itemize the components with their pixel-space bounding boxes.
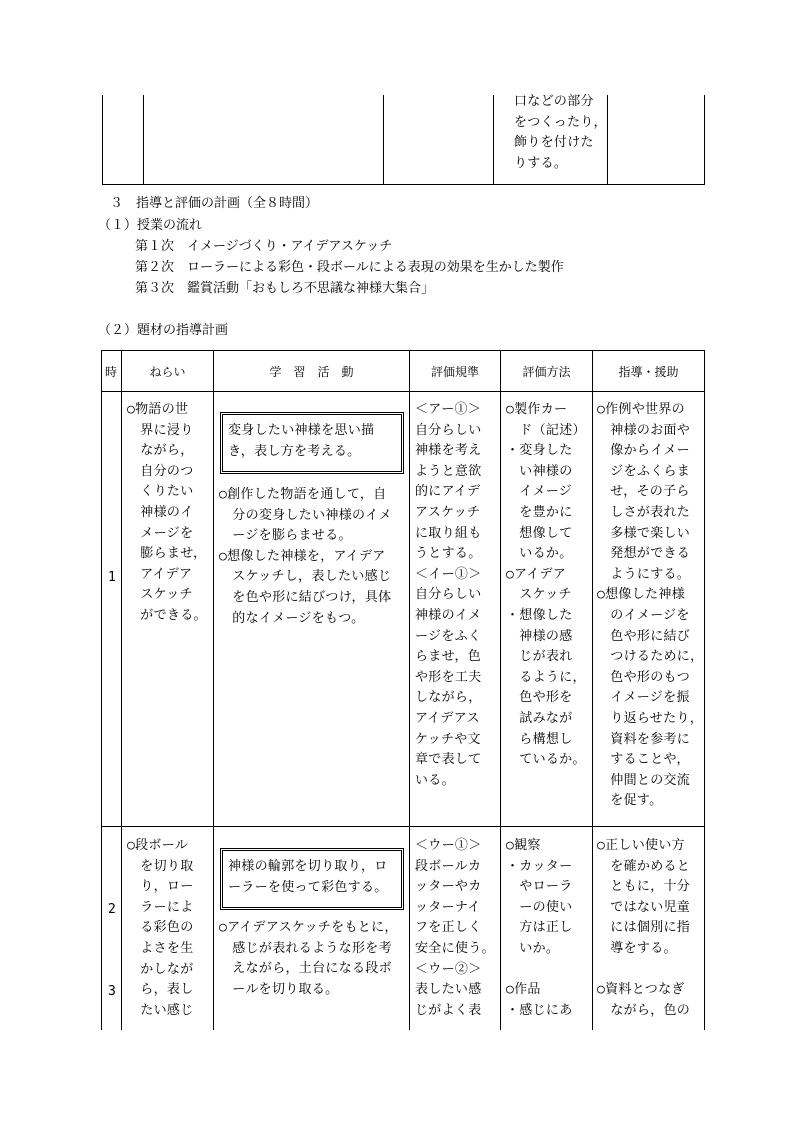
header-time: 時 xyxy=(104,365,117,379)
top-table-cell-text: 口などの部分 をつくったり， 飾りを付けた りする。 xyxy=(514,94,607,171)
subsection-2-title: （２）題材の指導計画 xyxy=(98,323,229,338)
header-activity: 学 習 活 動 xyxy=(269,365,354,379)
row1-aim: ○物語の世 界に浸り ながら， 自分のつ くりたい 神様のイ メージを 膨らませ， アイデア スケッチ ができる。 xyxy=(127,402,207,623)
plan-table-top-border xyxy=(101,350,705,351)
plan-table-left-border xyxy=(101,350,102,1030)
row1-method: ○製作カー ド（記述） ・変身した い神様の イメージ を豊かに 想像して いるか。 ○アイデア スケッチ ・想像した 神様の感 じが表れ るように， 色や形を 試みなが ら構想し ているか。 xyxy=(506,402,586,768)
row2-criteria: ＜ウー①＞ 段ボールカ ッターやカ ッターナイ フを正しく 安全に使う。 ＜ウー②＞ 表したい感 じがよく表 xyxy=(415,838,495,1018)
top-table-divider-1 xyxy=(143,95,144,185)
row1-guidance: ○作例や世界の 神様のお面や 像からイメー ジをふくらま せ，その子ら しさが表れた 多様で楽しい 発想ができる ようにする。 ○想像した神様 のイメージを 色や形に結び つけるために， 色や形のもつ イメージを振 り返らせたり， 資料を参考に することや， 仲間との交流 を促す。 xyxy=(597,402,704,809)
plan-table-row1-bottom xyxy=(101,826,705,827)
row2-activity-box xyxy=(220,848,404,910)
row2-method: ○観察 ・カッター やローラ ーの使い 方は正し いか。 ○作品 ・感じにあ xyxy=(506,838,573,1018)
plan-table-col-divider-2 xyxy=(213,350,214,1030)
top-table-divider-4 xyxy=(607,95,608,185)
flow-item-1: 第１次 イメージづくり・アイデアスケッチ xyxy=(135,239,393,254)
flow-item-3: 第３次 鑑賞活動「おもしろ不思議な神様大集合」 xyxy=(135,281,435,296)
plan-table-col-divider-1 xyxy=(121,350,122,1030)
row2-aim: ○段ボール を切り取 り，ロー ラーによ る彩色の よさを生 かしなが ら，表し たい感じ xyxy=(127,838,194,1018)
subsection-1-title: （１）授業の流れ xyxy=(98,218,203,233)
row2-guidance: ○正しい使い方 を確かめると ともに，十分 ではない児童 には個別に指 導をする。 ○資料とつなぎ ながら，色の xyxy=(597,838,691,1018)
top-table-left-border xyxy=(102,95,103,185)
row2-activity-box-text: 神様の輪郭を切り取り，ロ ーラーを使って彩色する。 xyxy=(228,859,388,895)
plan-table-col-divider-5 xyxy=(592,350,593,1030)
row1-activity: ○創作した物語を通して，自 分の変身したい神様のイメ ージを膨らませる。 ○想像した神様を，アイデア スケッチし，表したい感じ を色や形に結びつけ，具体 的なイメージをもつ。 xyxy=(219,487,392,626)
row1-activity-box-text: 変身したい神様を思い描 き，表し方を考える。 xyxy=(228,423,375,459)
row2-time-a: 2 xyxy=(108,902,117,917)
header-guidance: 指導・援助 xyxy=(618,365,679,379)
top-table-bottom-border xyxy=(102,184,705,185)
plan-table-header-bottom xyxy=(101,391,705,392)
top-table-divider-3 xyxy=(493,95,494,185)
flow-item-2: 第２次 ローラーによる彩色・段ボールによる表現の効果を生かした製作 xyxy=(135,260,564,275)
row2-time-b: 3 xyxy=(108,984,117,999)
top-table-divider-2 xyxy=(383,95,384,185)
top-table-right-border xyxy=(704,95,705,185)
header-method: 評価方法 xyxy=(522,365,571,379)
row1-criteria: ＜アー①＞ 自分らしい 神様を考え ようと意欲 的にアイデ アスケッチ に取り組も うとする。 ＜イー①＞ 自分らしい 神様のイメ ージをふく らませ，色 や形を工夫 しながら， アイデアス ケッチや文 章で表して いる。 xyxy=(415,402,482,788)
section-title: ３ 指導と評価の計画（全８時間） xyxy=(110,196,319,211)
row2-activity: ○アイデアスケッチをもとに， 感じが表れるような形を考 えながら，土台になる段ボ ールを切り取る。 xyxy=(219,920,398,997)
row1-time: 1 xyxy=(108,570,117,585)
row1-activity-box xyxy=(220,412,404,474)
plan-table-right-border xyxy=(704,350,705,1030)
header-criteria: 評価規準 xyxy=(430,365,479,379)
plan-table-col-divider-3 xyxy=(409,350,410,1030)
header-aim: ねらい xyxy=(149,365,186,379)
plan-table-col-divider-4 xyxy=(500,350,501,1030)
